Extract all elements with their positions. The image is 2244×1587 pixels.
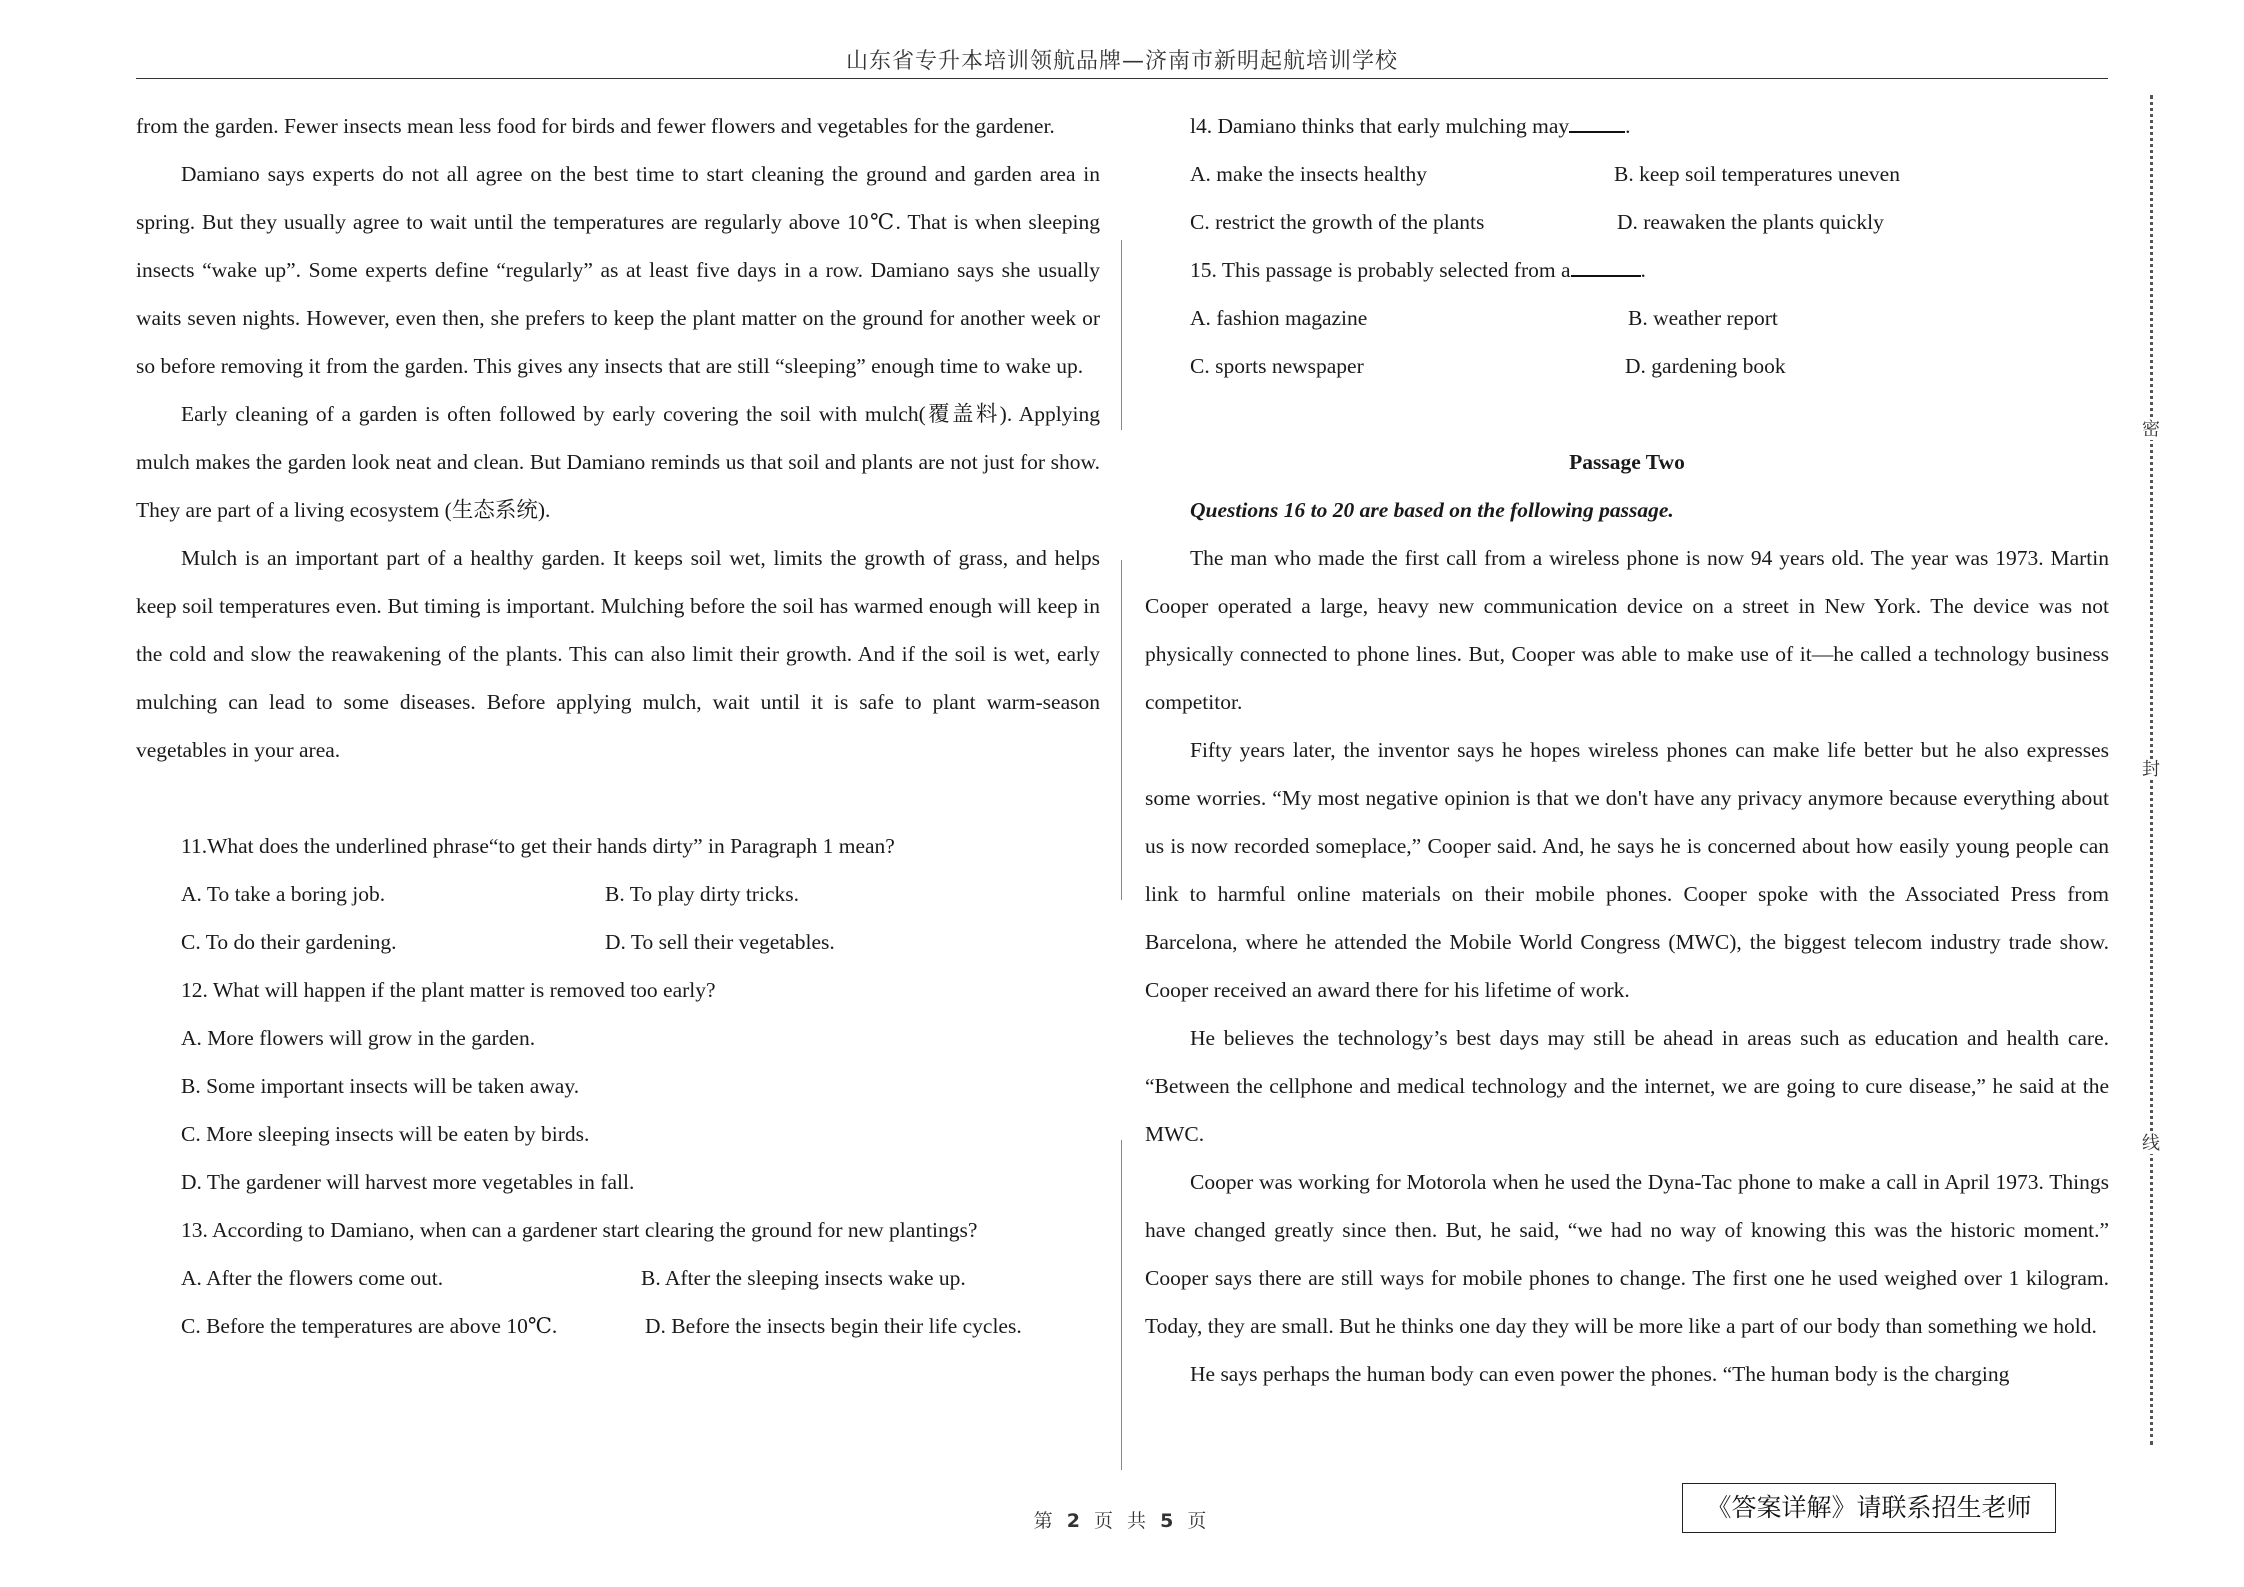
header-rule <box>136 78 2108 79</box>
option: A. make the insects healthy <box>1190 162 1428 186</box>
option: D. The gardener will harvest more vegetables in fall. <box>181 1170 635 1194</box>
page-header: 山东省专升本培训领航品牌—济南市新明起航培训学校 <box>845 49 1398 74</box>
right-paragraph-4: Cooper was working for Motorola when he used the Dyna-Tac phone to make a call in April 1973. Things have changed greatly since then. But, he said, “we had no way of knowing this was the historic moment.” Cooper says there are still ways for mobile phones to change. The first one he used weighed over 1 kilogram. Today, they are small. But he thinks one day they will be more like a part of our body than something we hold. <box>1145 1170 2109 1338</box>
option: D. reawaken the plants quickly <box>1617 210 1884 234</box>
left-column <box>136 102 1100 1350</box>
right-paragraph-1: The man who made the first call from a wireless phone is now 94 years old. The year was 1973. Martin Cooper operated a large, heavy new communication device on a street in New York. The device was not physically connected to phone lines. But, Cooper was able to make use of it—he called a technology business competitor. <box>1145 546 2109 714</box>
question-12: 12. What will happen if the plant matter is removed too early? <box>181 978 716 1002</box>
left-paragraph-2: Damiano says experts do not all agree on the best time to start cleaning the ground and garden area in spring. But they usually agree to wait until the temperatures are regularly above 10℃. That is when sleeping insects “wake up”. Some experts define “regularly” as at least five days in a row. Damiano says she usually waits seven nights. However, even then, she prefers to keep the plant matter on the ground for another week or so before removing it from the garden. This gives any insects that are still “sleeping” enough time to wake up. <box>136 162 1100 378</box>
question-15-options-cd <box>1145 342 2109 390</box>
total-pages: 5 <box>1160 1510 1178 1532</box>
left-paragraph-3: Early cleaning of a garden is often followed by early covering the soil with mulch(覆盖料). Applying mulch makes the garden look neat and clean. But Damiano reminds us that soil and plants are not just for show. They are part of a living ecosystem (生态系统). <box>136 402 1100 522</box>
question-11: 11.What does the underlined phrase“to get their hands dirty” in Paragraph 1 mean? <box>181 834 895 858</box>
option: B. keep soil temperatures uneven <box>1614 162 1900 186</box>
current-page: 2 <box>1066 1510 1084 1532</box>
option: C. restrict the growth of the plants <box>1190 210 1485 234</box>
option: B. To play dirty tricks. <box>605 882 799 906</box>
binding-label-xian: 线 <box>2142 1133 2160 1154</box>
question-11-options-cd <box>136 918 1100 966</box>
right-paragraph-3: He believes the technology’s best days may still be ahead in areas such as education and health care. “Between the cellphone and medical technology and the internet, we are going to cure disease,” he said at the MWC. <box>1145 1026 2109 1146</box>
question-15-options-ab <box>1145 294 2109 342</box>
option: C. To do their gardening. <box>181 930 397 954</box>
spacer <box>136 774 1100 822</box>
passage-title: Passage Two <box>1569 450 1685 474</box>
option: D. To sell their vegetables. <box>605 930 835 954</box>
right-paragraph-2: Fifty years later, the inventor says he hopes wireless phones can make life better but he also expresses some worries. “My most negative opinion is that we don't have any privacy anymore because everything about us is now recorded someplace,” Cooper said. And, he says he is concerned about how easily young people can link to harmful online materials on their mobile phones. Cooper spoke with the Associated Press from Barcelona, where he attended the Mobile World Congress (MWC), the biggest telecom industry trade show. Cooper received an award there for his lifetime of work. <box>1145 738 2109 1002</box>
question-13: 13. According to Damiano, when can a gardener start clearing the ground for new plantings? <box>181 1218 978 1242</box>
column-divider <box>1121 560 1122 900</box>
option: A. fashion magazine <box>1190 306 1368 330</box>
passage-instructions: Questions 16 to 20 are based on the following passage. <box>1190 498 1674 522</box>
option: C. Before the temperatures are above 10℃. <box>181 1314 558 1338</box>
answer-blank <box>1569 109 1625 133</box>
answer-blank <box>1571 253 1641 277</box>
option: C. sports newspaper <box>1190 354 1364 378</box>
question-14-options-cd <box>1145 198 2109 246</box>
option: C. More sleeping insects will be eaten by birds. <box>181 1122 590 1146</box>
option: A. After the flowers come out. <box>181 1266 444 1290</box>
option: D. Before the insects begin their life cycles. <box>645 1314 1022 1338</box>
spacer <box>1145 390 2109 438</box>
binding-label-mi: 密 <box>2142 419 2160 440</box>
question-13-options-ab <box>136 1254 1100 1302</box>
binding-label-feng: 封 <box>2142 759 2160 780</box>
option: D. gardening book <box>1625 354 1786 378</box>
option: B. Some important insects will be taken away. <box>181 1074 580 1098</box>
right-column <box>1145 102 2109 1398</box>
option: B. weather report <box>1628 306 1778 330</box>
column-divider <box>1121 1140 1122 1470</box>
question-13-options-cd <box>136 1302 1100 1350</box>
question-15: 15. This passage is probably selected from a . <box>1145 246 2109 294</box>
page-footer: 第 2 页 共 5 页 <box>1033 1510 1211 1532</box>
answer-notice-box: 《答案详解》请联系招生老师 <box>1682 1483 2056 1533</box>
option: A. More flowers will grow in the garden. <box>181 1026 536 1050</box>
right-paragraph-5: He says perhaps the human body can even power the phones. “The human body is the charging <box>1190 1362 2010 1386</box>
question-14-options-ab <box>1145 150 2109 198</box>
left-paragraph-1: from the garden. Fewer insects mean less food for birds and fewer flowers and vegetables for the gardener. <box>136 114 1055 138</box>
option: B. After the sleeping insects wake up. <box>641 1266 966 1290</box>
column-divider <box>1121 240 1122 430</box>
question-11-options-ab <box>136 870 1100 918</box>
question-14: l4. Damiano thinks that early mulching may . <box>1145 102 2109 150</box>
left-paragraph-4: Mulch is an important part of a healthy garden. It keeps soil wet, limits the growth of grass, and helps keep soil temperatures even. But timing is important. Mulching before the soil has warmed enough will keep in the cold and slow the reawakening of the plants. This can also limit their growth. And if the soil is wet, early mulching can lead to some diseases. Before applying mulch, wait until it is safe to plant warm-season vegetables in your area. <box>136 546 1100 762</box>
option: A. To take a boring job. <box>181 882 386 906</box>
